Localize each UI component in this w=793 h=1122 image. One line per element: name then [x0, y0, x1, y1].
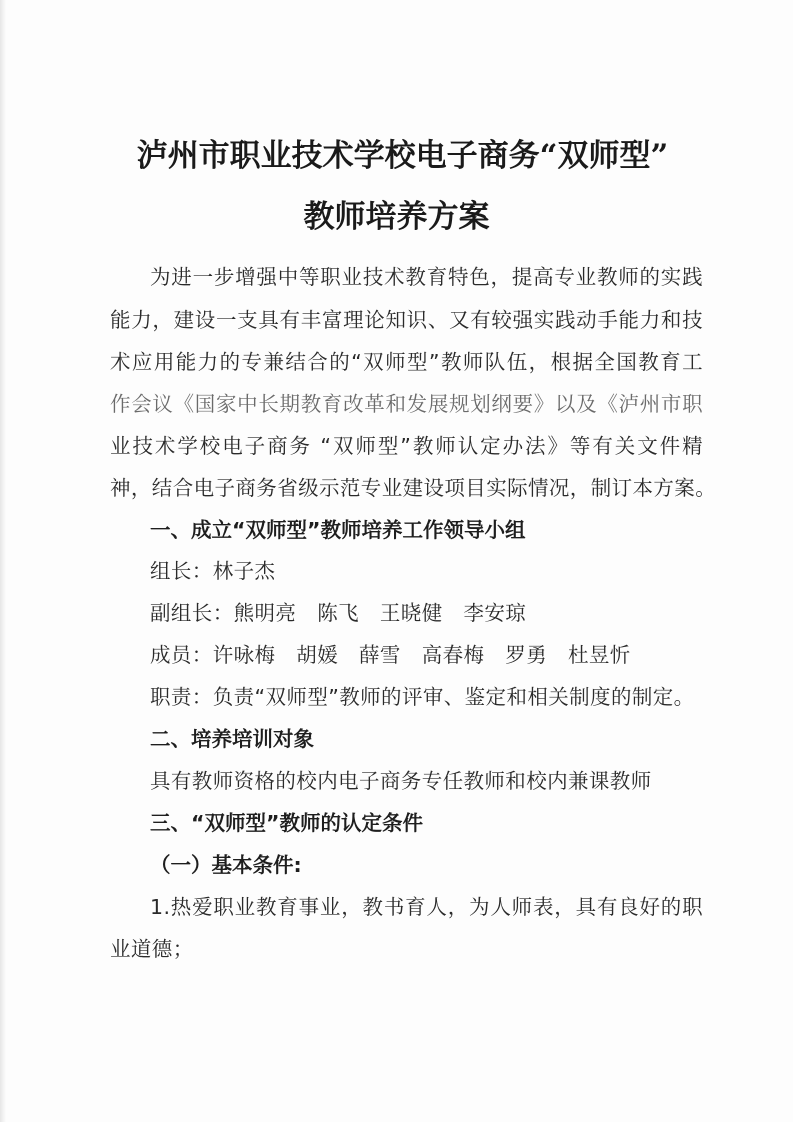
condition-item-1-line-1: 1.热爱职业教育事业，教书育人，为人师表，具有良好的职	[150, 895, 703, 919]
document-title-line-1: 泸州市职业技术学校电子商务“双师型”	[136, 138, 669, 174]
training-target: 具有教师资格的校内电子商务专任教师和校内兼课教师	[150, 769, 652, 793]
section-1-heading: 一、成立“双师型”教师培养工作领导小组	[150, 518, 526, 542]
group-members: 成员：许咏梅 胡媛 薛雪 高春梅 罗勇 杜昱忻	[150, 643, 631, 667]
group-deputy-leaders: 副组长：熊明亮 陈飞 王晓健 李安琼	[150, 601, 527, 625]
document-title-line-2: 教师培养方案	[303, 199, 490, 235]
intro-line-2: 能力，建设一支具有丰富理论知识、又有较强实践动手能力和技	[110, 308, 703, 332]
section-3-subheading: （一）基本条件:	[150, 853, 302, 877]
intro-line-1: 为进一步增强中等职业技术教育特色，提高专业教师的实践	[150, 265, 703, 289]
intro-line-3: 术应用能力的专兼结合的“双师型”教师队伍，根据全国教育工	[110, 350, 703, 374]
group-leader: 组长：林子杰	[150, 559, 276, 583]
intro-line-4: 作会议《国家中长期教育改革和发展规划纲要》以及《泸州市职	[110, 392, 703, 416]
section-3-heading: 三、“双师型”教师的认定条件	[150, 811, 423, 835]
condition-item-1-line-2: 业道德；	[110, 937, 194, 961]
group-duty: 职责：负责“双师型”教师的评审、鉴定和相关制度的制定。	[150, 685, 695, 709]
intro-line-5: 业技术学校电子商务 “双师型”教师认定办法》等有关文件精	[110, 434, 703, 458]
intro-line-6: 神，结合电子商务省级示范专业建设项目实际情况，制订本方案。	[110, 476, 717, 500]
section-2-heading: 二、培养培训对象	[150, 727, 314, 751]
